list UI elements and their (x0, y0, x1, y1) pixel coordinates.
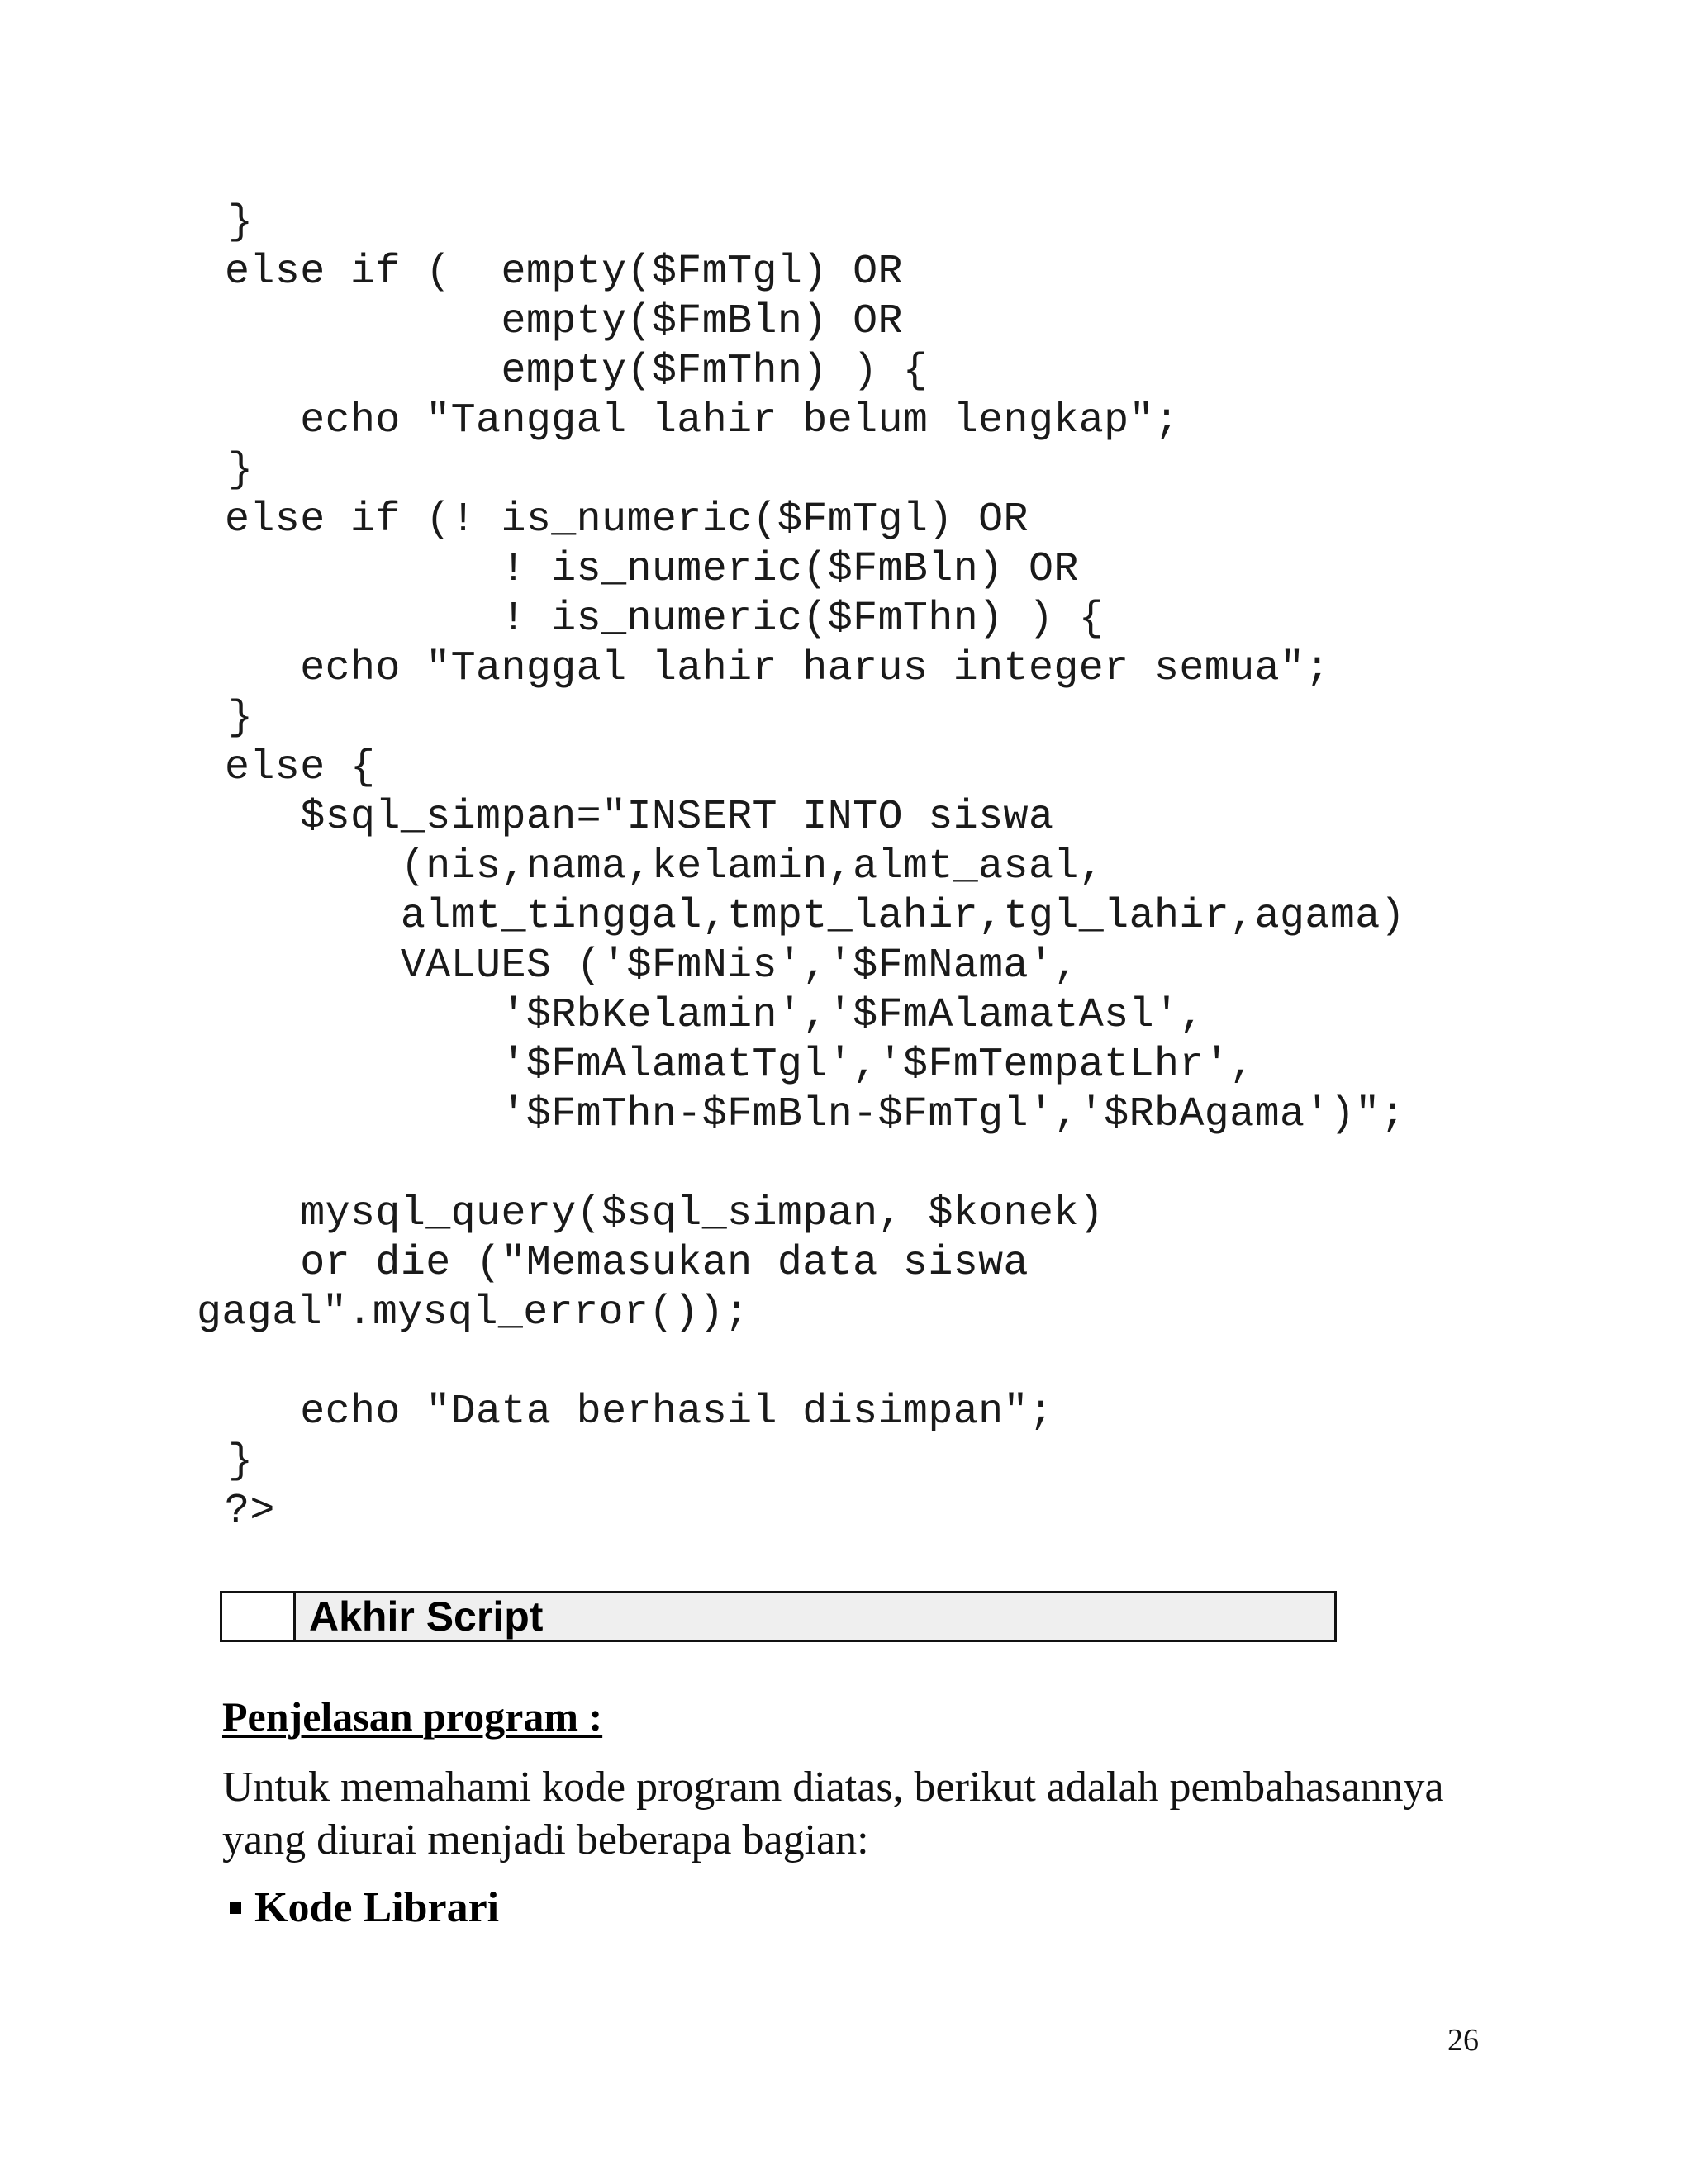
code-line: empty($FmBln) OR (225, 298, 903, 345)
square-bullet-icon (230, 1902, 241, 1914)
code-line: } (228, 1438, 254, 1485)
code-line: almt_tinggal,tmpt_lahir,tgl_lahir,agama) (225, 893, 1406, 940)
code-line: echo "Tanggal lahir belum lengkap"; (225, 397, 1180, 444)
marker-label: Akhir Script (296, 1593, 1334, 1640)
bullet-label: Kode Librari (254, 1884, 500, 1931)
code-line: else { (225, 744, 376, 791)
code-line (197, 1338, 1618, 1388)
bullet-item (230, 1882, 499, 1935)
script-end-marker (220, 1591, 1337, 1642)
page-number: 26 (1447, 2023, 1479, 2058)
code-line: ?> (225, 1488, 275, 1535)
code-line: (nis,nama,kelamin,almt_asal, (225, 843, 1105, 890)
code-line: mysql_query($sql_simpan, $konek) (225, 1190, 1105, 1237)
code-line: } (228, 447, 254, 494)
code-line (197, 1140, 1618, 1189)
code-line: empty($FmThn) ) { (225, 348, 929, 395)
code-line: } (228, 695, 254, 742)
code-line: gagal".mysql_error()); (197, 1289, 749, 1337)
code-line: ! is_numeric($FmThn) ) { (225, 596, 1105, 643)
code-line: '$RbKelamin','$FmAlamatAsl', (225, 992, 1205, 1039)
code-line: else if (! is_numeric($FmTgl) OR (225, 496, 1029, 544)
code-line: $sql_simpan="INSERT INTO siswa (225, 794, 1054, 841)
code-line: '$FmThn-$FmBln-$FmTgl','$RbAgama')"; (225, 1091, 1406, 1138)
code-listing (197, 198, 1618, 1536)
section-heading: Penjelasan program : (222, 1693, 603, 1740)
code-line: ! is_numeric($FmBln) OR (225, 546, 1079, 593)
code-line: or die ("Memasukan data siswa (225, 1240, 1029, 1287)
code-line: '$FmAlamatTgl','$FmTempatLhr', (225, 1042, 1255, 1089)
code-line: else if ( empty($FmTgl) OR (225, 249, 903, 296)
code-line: VALUES ('$FmNis','$FmNama', (225, 942, 1079, 990)
code-line: echo "Tanggal lahir harus integer semua"; (225, 645, 1330, 692)
code-line: } (228, 199, 254, 246)
intro-paragraph: Untuk memahami kode program diatas, berikut adalah pembahasannya yang diurai menjadi beberapa bagian: (222, 1764, 1444, 1864)
code-line: echo "Data berhasil disimpan"; (225, 1389, 1054, 1436)
marker-empty-cell (222, 1593, 296, 1640)
